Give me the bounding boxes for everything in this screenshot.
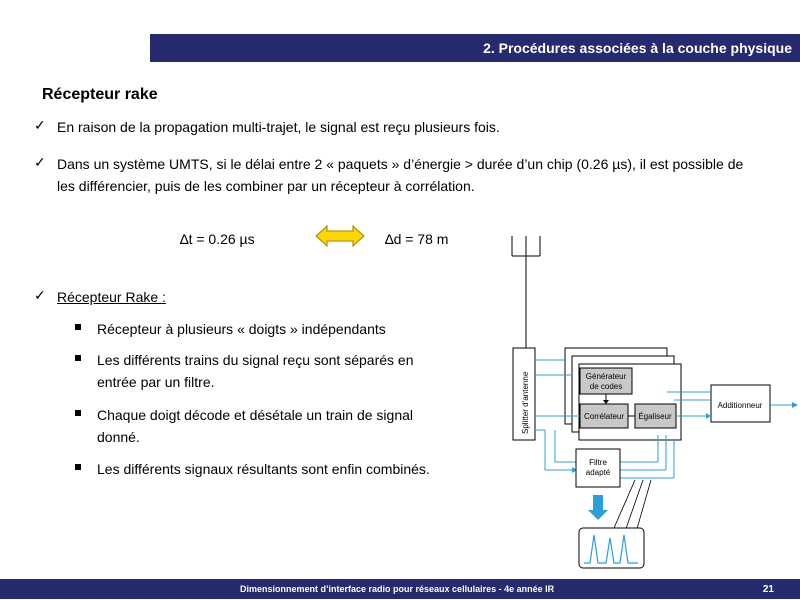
square-bullet-icon <box>75 355 81 361</box>
equalizer-label: Égaliseur <box>638 412 672 421</box>
double-arrow-icon <box>314 224 366 248</box>
sub-bullet-trains-line1: Les différents trains du signal reçu sont séparés en <box>97 352 414 368</box>
rake-receiver-diagram <box>500 230 800 575</box>
bullet-multipath: En raison de la propagation multi-trajet, le signal est reçu plusieurs fois. <box>57 119 500 135</box>
filter-label-2: adapté <box>585 468 611 477</box>
checkmark-icon: ✓ <box>34 117 46 133</box>
bullet-rake-title: Récepteur Rake : <box>57 289 166 305</box>
page-number: 21 <box>762 584 774 595</box>
sub-bullet-trains-line2: entrée par un filtre. <box>97 374 215 390</box>
bullet-umts-line1: Dans un système UMTS, si le délai entre 2 « paquets » d’énergie > durée d’un chip (0.26 µs), il est possible de <box>57 156 744 172</box>
footer-bar <box>0 579 800 599</box>
splitter-label: Splitter d’antenne <box>521 371 530 434</box>
adder-label: Additionneur <box>717 401 763 410</box>
slide-header-title: 2. Procédures associées à la couche physique <box>483 40 792 56</box>
section-title: Récepteur rake <box>42 86 158 103</box>
delta-t-text: ∆t = 0.26 µs <box>180 231 255 247</box>
header-bar <box>150 34 800 62</box>
antenna-icon <box>512 236 540 350</box>
sub-bullet-fingers: Récepteur à plusieurs « doigts » indépendants <box>97 321 386 337</box>
checkmark-icon: ✓ <box>34 287 46 303</box>
down-arrow-icon <box>588 495 608 520</box>
delta-d-text: ∆d = 78 m <box>385 231 449 247</box>
correlator-label: Corrélateur <box>583 412 625 421</box>
sub-bullet-finger-decode-line1: Chaque doigt décode et désétale un train de signal <box>97 407 414 423</box>
square-bullet-icon <box>75 324 81 330</box>
filter-label-1: Filtre <box>589 458 607 467</box>
bullet-umts-line2: les différencier, puis de les combiner par un récepteur à corrélation. <box>57 178 475 194</box>
generator-label-1: Générateur <box>585 372 627 381</box>
sub-bullet-finger-decode-line2: donné. <box>97 429 140 445</box>
square-bullet-icon <box>75 410 81 416</box>
checkmark-icon: ✓ <box>34 154 46 170</box>
footer-text: Dimensionnement d’interface radio pour réseaux cellulaires - 4e année IR <box>240 584 555 594</box>
generator-label-2: de codes <box>589 382 623 391</box>
square-bullet-icon <box>75 464 81 470</box>
sub-bullet-combined: Les différents signaux résultants sont enfin combinés. <box>97 461 430 477</box>
